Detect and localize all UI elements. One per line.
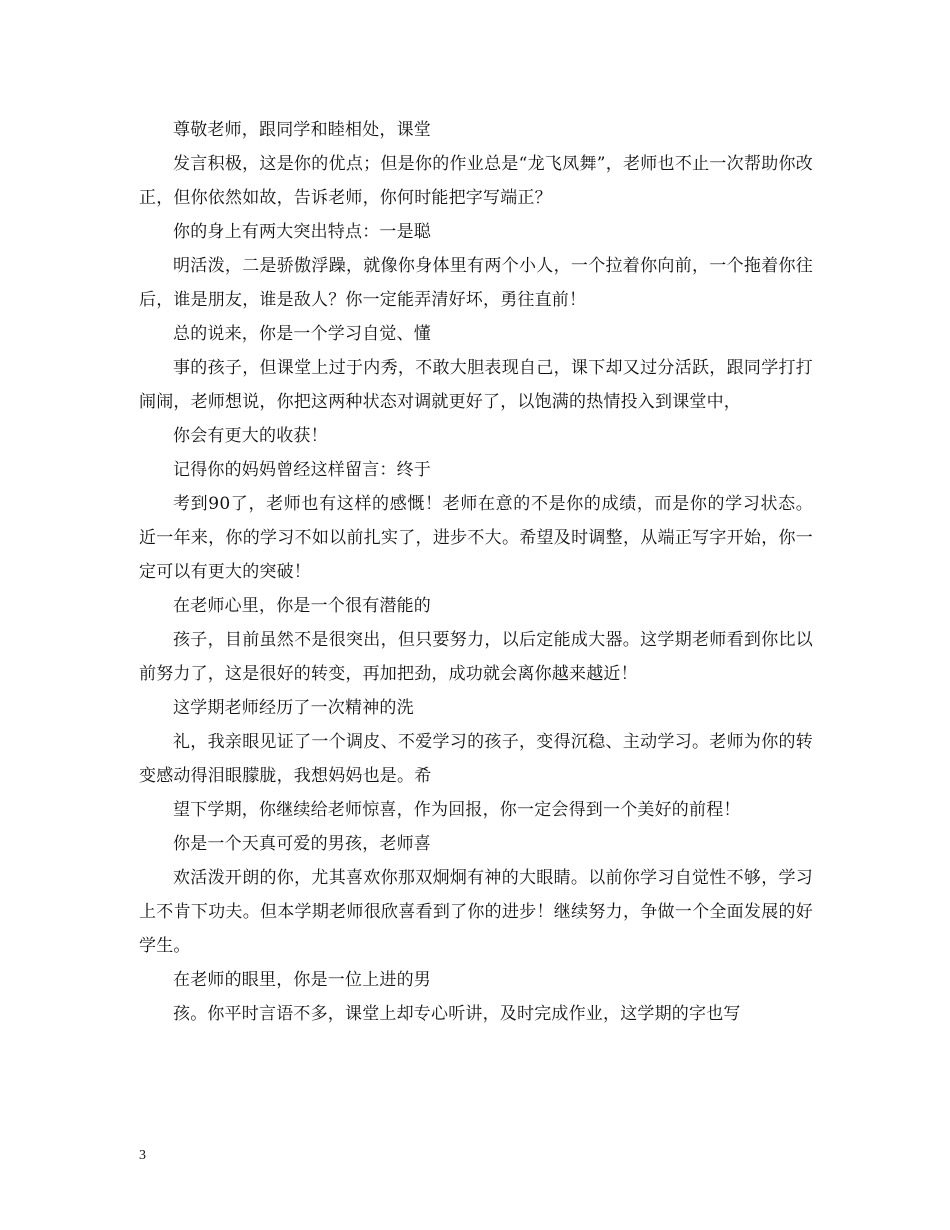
paragraph: 在老师心里，你是一个很有潜能的: [173, 596, 431, 616]
paragraph: 明活泼，二是骄傲浮躁，就像你身体里有两个小人，一个拉着你向前，一个拖着你往后，谁是朋友，谁是敌人？你一定能弄清好坏，勇往直前！: [139, 256, 813, 310]
paragraph: 记得你的妈妈曾经这样留言：终于: [173, 460, 431, 480]
paragraph: 你是一个天真可爱的男孩，老师喜: [173, 834, 431, 854]
paragraph: 礼，我亲眼见证了一个调皮、不爱学习的孩子，变得沉稳、主动学习。老师为你的转变感动得泪眼朦胧，我想妈妈也是。希: [139, 732, 813, 786]
paragraph: 你的身上有两大突出特点：一是聪: [173, 222, 431, 242]
paragraph: 考到90了，老师也有这样的感慨！老师在意的不是你的成绩，而是你的学习状态。近一年来，你的学习不如以前扎实了，进步不大。希望及时调整，从端正写字开始，你一定可以有更大的突破！: [139, 494, 813, 582]
page-number: 3: [139, 1148, 146, 1163]
paragraph: 欢活泼开朗的你，尤其喜欢你那双炯炯有神的大眼睛。以前你学习自觉性不够，学习上不肯下功夫。但本学期老师很欣喜看到了你的进步！继续努力，争做一个全面发展的好学生。: [139, 868, 813, 956]
paragraph: 总的说来，你是一个学习自觉、懂: [173, 324, 431, 344]
document-body: [139, 113, 813, 1031]
paragraph: 事的孩子，但课堂上过于内秀，不敢大胆表现自己，课下却又过分活跃，跟同学打打闹闹，老师想说，你把这两种状态对调就更好了，以饱满的热情投入到课堂中，: [139, 358, 813, 412]
paragraph: 发言积极，这是你的优点；但是你的作业总是“龙飞凤舞”，老师也不止一次帮助你改正，但你依然如故，告诉老师，你何时能把字写端正？: [139, 154, 813, 208]
paragraph: 望下学期，你继续给老师惊喜，作为回报，你一定会得到一个美好的前程！: [173, 800, 741, 820]
paragraph: 尊敬老师，跟同学和睦相处，课堂: [173, 120, 431, 140]
paragraph: 孩子，目前虽然不是很突出，但只要努力，以后定能成大器。这学期老师看到你比以前努力了，这是很好的转变，再加把劲，成功就会离你越来越近！: [139, 630, 813, 684]
paragraph: 你会有更大的收获！: [173, 426, 328, 446]
paragraph: 孩。你平时言语不多，课堂上却专心听讲，及时完成作业，这学期的字也写: [173, 1004, 741, 1024]
paragraph: 这学期老师经历了一次精神的洗: [173, 698, 414, 718]
paragraph: 在老师的眼里，你是一位上进的男: [173, 970, 431, 990]
